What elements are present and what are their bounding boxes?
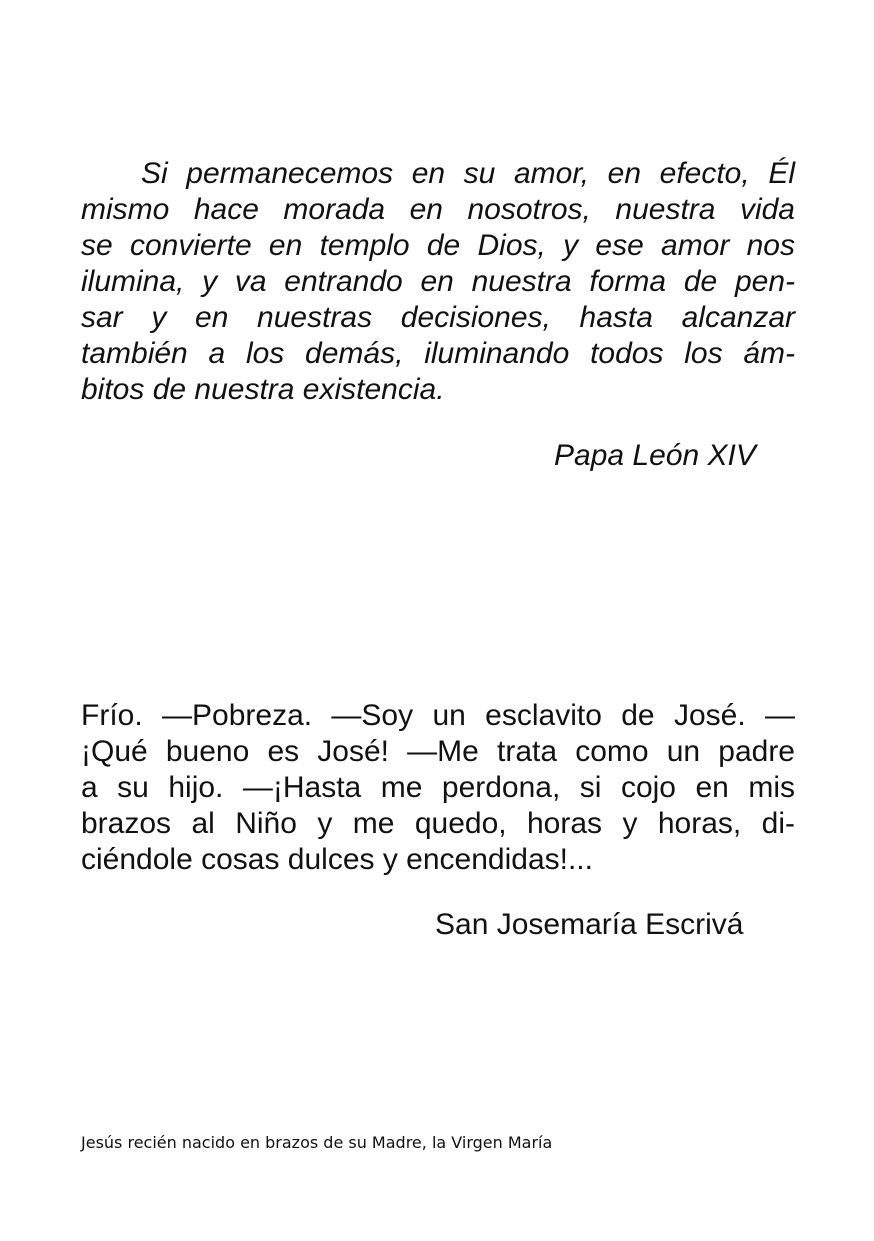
quote-line: mismo hace morada en nosotros, nuestra vida — [81, 193, 795, 226]
quote-line: a su hijo. —¡Hasta me perdona, si cojo en mis — [81, 771, 795, 804]
quote-line: sar y en nuestras decisiones, hasta alcanzar — [81, 301, 795, 334]
quote-line: Frío. —Pobreza. —Soy un esclavito de José. — — [81, 699, 795, 732]
quote-line-last: ciéndole cosas dulces y encendidas!... — [81, 843, 593, 876]
image-caption: Jesús recién nacido en brazos de su Madre, la Virgen María — [81, 1133, 553, 1152]
quote-line: Si permanecemos en su amor, en efecto, Él — [141, 157, 795, 190]
quote-line: ¡Qué bueno es José! —Me trata como un padre — [81, 735, 795, 768]
quote-line: también a los demás, iluminando todos los ám- — [81, 337, 795, 370]
quote-line: brazos al Niño y me quedo, horas y horas, di- — [81, 807, 795, 840]
attribution-papa-leon: Papa León XIV — [554, 439, 756, 472]
attribution-san-josemaria: San Josemaría Escrivá — [435, 908, 744, 941]
quote-papa-leon — [81, 156, 795, 408]
quote-san-josemaria — [81, 698, 795, 878]
quote-line: se convierte en templo de Dios, y ese amor nos — [81, 229, 795, 262]
quote-line: ilumina, y va entrando en nuestra forma de pen- — [81, 265, 795, 298]
quote-line-last: bitos de nuestra existencia. — [81, 373, 445, 406]
